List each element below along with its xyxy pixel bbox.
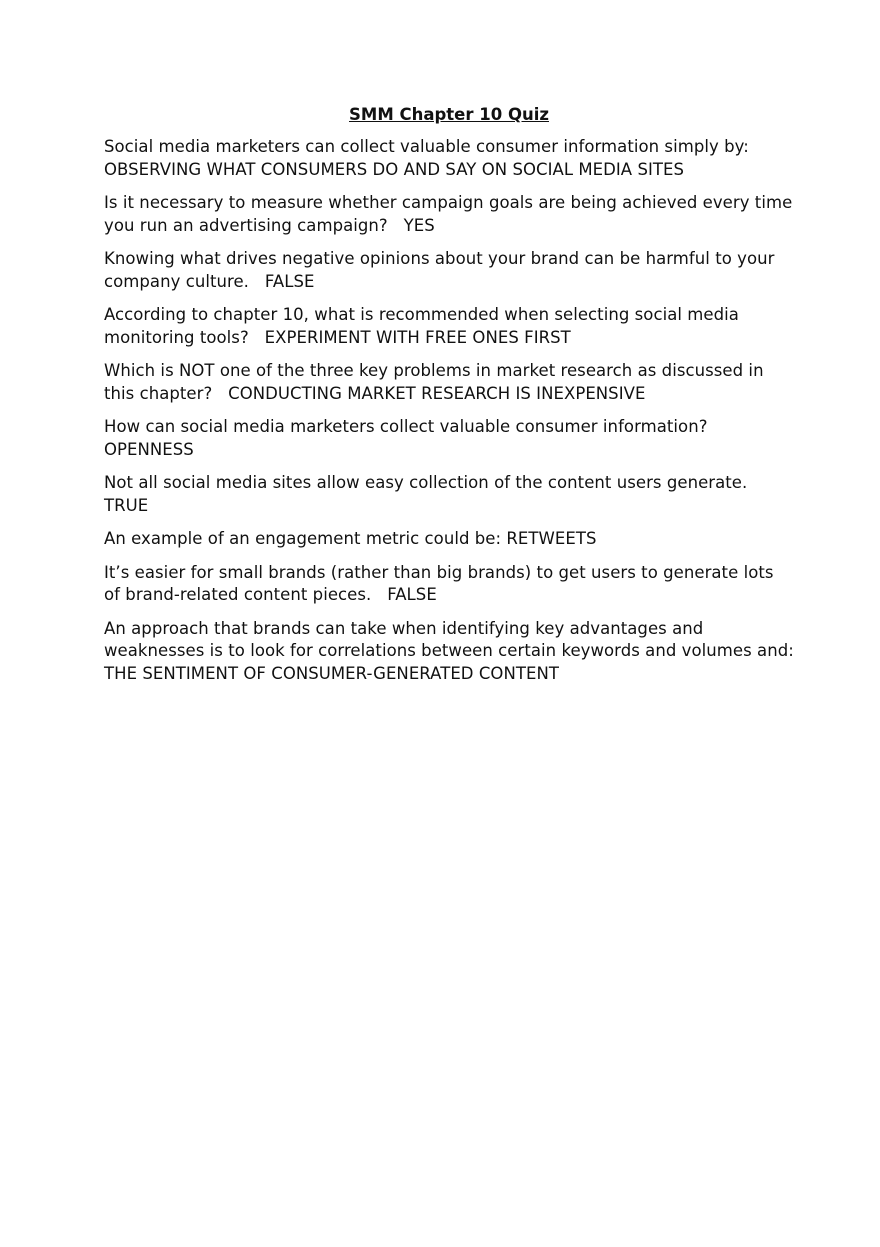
quiz-answer: EXPERIMENT WITH FREE ONES FIRST	[264, 327, 571, 347]
quiz-question: An approach that brands can take when identifying key advantages and weaknesses is to look for correlations between certain keywords and volumes and:	[104, 618, 794, 660]
quiz-question: An example of an engagement metric could be:	[104, 529, 507, 548]
quiz-item	[104, 136, 794, 181]
quiz-item	[104, 248, 794, 293]
quiz-item	[104, 562, 794, 607]
quiz-item	[104, 528, 794, 551]
quiz-item	[104, 360, 794, 405]
quiz-answer: CONDUCTING MARKET RESEARCH IS INEXPENSIVE	[228, 383, 646, 403]
quiz-item	[104, 304, 794, 349]
quiz-item	[104, 416, 794, 461]
quiz-question: Which is NOT one of the three key problems in market research as discussed in this chapter?	[104, 361, 764, 403]
quiz-answer: RETWEETS	[506, 529, 597, 548]
quiz-answer: FALSE	[264, 271, 315, 291]
quiz-question: Knowing what drives negative opinions about your brand can be harmful to your company culture.	[104, 249, 775, 291]
quiz-item	[104, 192, 794, 237]
document-title: SMM Chapter 10 Quiz	[349, 105, 549, 124]
quiz-answer: THE SENTIMENT OF CONSUMER-GENERATED CONTENT	[104, 663, 559, 683]
quiz-question: Not all social media sites allow easy collection of the content users generate.	[104, 473, 758, 492]
quiz-answer: FALSE	[387, 585, 437, 604]
quiz-item	[104, 472, 794, 517]
quiz-question: Is it necessary to measure whether campaign goals are being achieved every time you run an advertising campaign?	[104, 193, 793, 235]
quiz-question: According to chapter 10, what is recommended when selecting social media monitoring tools?	[104, 305, 739, 347]
quiz-answer: YES	[403, 215, 435, 235]
quiz-answer: OPENNESS	[104, 439, 194, 459]
quiz-question: Social media marketers can collect valuable consumer information simply by:	[104, 137, 749, 156]
quiz-question: It’s easier for small brands (rather than big brands) to get users to generate lots of brand-related content pieces.	[104, 562, 774, 604]
quiz-item	[104, 618, 794, 686]
quiz-document	[104, 104, 794, 696]
quiz-answer: TRUE	[104, 495, 149, 515]
quiz-answer: OBSERVING WHAT CONSUMERS DO AND SAY ON SOCIAL MEDIA SITES	[104, 159, 685, 179]
quiz-question: How can social media marketers collect valuable consumer information?	[104, 417, 719, 436]
